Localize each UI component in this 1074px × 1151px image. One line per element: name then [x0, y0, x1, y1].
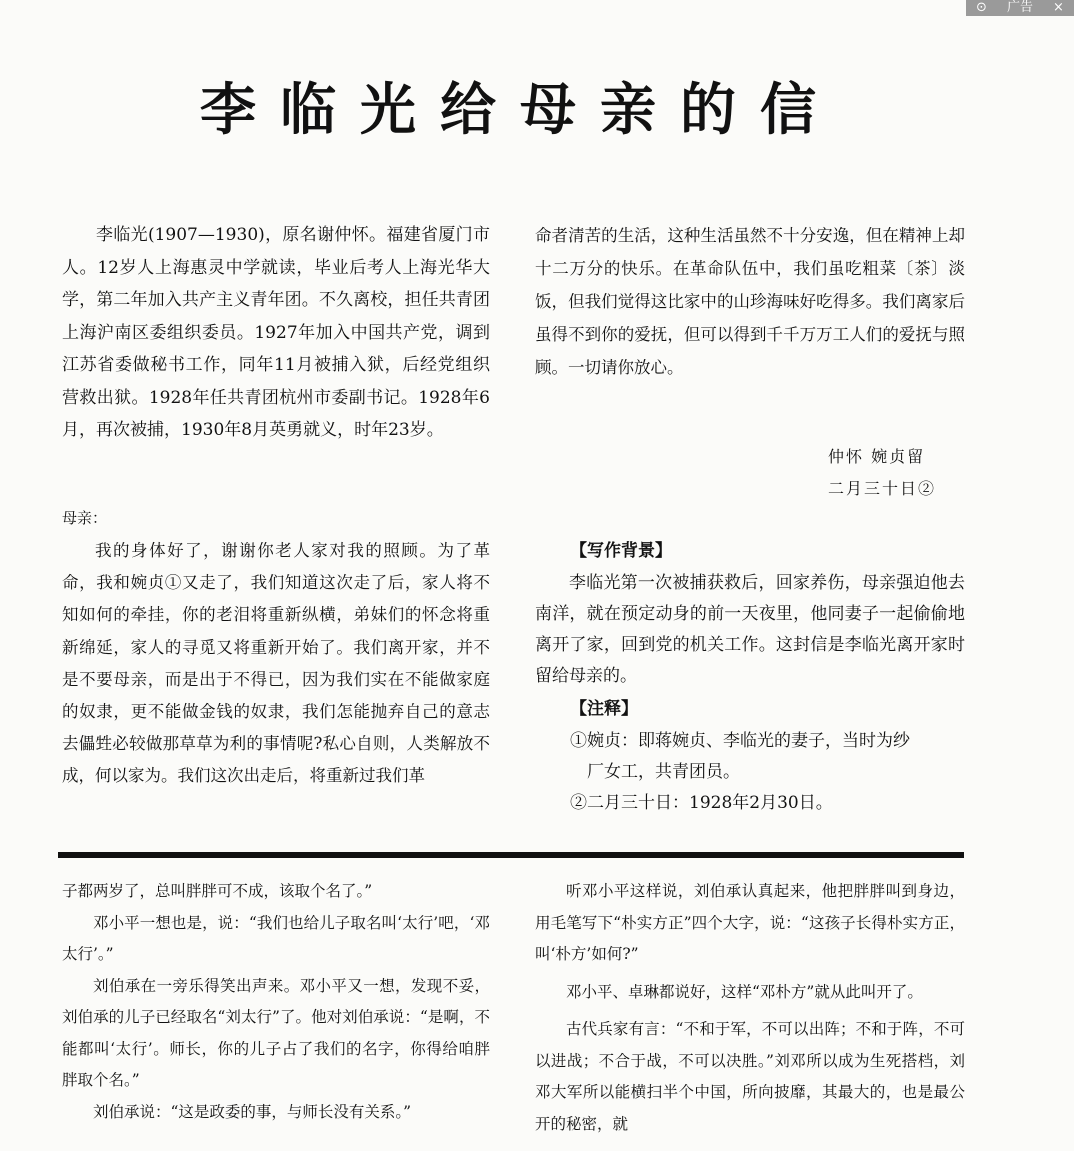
note-1-line-2: 厂女工，共青团员。: [587, 762, 740, 782]
note-1-line-1: ①婉贞：即蒋婉贞、李临光的妻子，当时为纱: [570, 731, 910, 751]
background-heading: 【写作背景】: [570, 541, 672, 561]
letter-greeting: 母亲：: [62, 509, 108, 527]
letter-body-left: 我的身体好了，谢谢你老人家对我的照顾。为了革命，我和婉贞①又走了，我们知道这次走了后，家人将不知如何的牵挂，你的老泪将重新纵横，弟妹们的怀念将重新绵延，家人的寻觅又将重新开始了。我们离开家，并不是不要母亲，而是出于不得已，因为我们实在不能做家庭的奴隶，更不能做金钱的奴隶，我们怎能抛弃自己的意志去儡甡必较做那草草为利的事情呢?私心自则，人类解放不成，何以家为。我们这次出走后，将重新过我们革: [62, 541, 490, 786]
lower-right-paragraph: 古代兵家有言：“不和于军，不可以出阵；不和于阵，不可以进战；不合于战，不可以决胜。”刘邓所以成为生死搭档，刘邓大军所以能横扫半个中国，所向披靡，其最大的，也是最公开的秘密，就: [535, 1020, 965, 1133]
background-text: 李临光第一次被捕获救后，回家养伤，母亲强迫他去南洋，就在预定动身的前一天夜里，他同妻子一起偷偷地离开了家，回到党的机关工作。这封信是李临光离开家时留给母亲的。: [535, 573, 965, 686]
letter-signature: 仲怀 婉贞留: [828, 447, 926, 466]
author-bio: 李临光(1907—1930)，原名谢仲怀。福建省厦门市人。12岁人上海惠灵中学就读，毕业后考人上海光华大学，第二年加入共产主义青年团。不久离校，担任共青团上海沪南区委组织委员。1927年加入中国共产党，调到江苏省委做秘书工作，同年11月被捕入狱，后经党组织营救出狱。1928年任共青团杭州市委副书记。1928年6月，再次被捕，1930年8月英勇就义，时年23岁。: [62, 225, 490, 440]
lower-left-paragraph: 子都两岁了，总叫胖胖可不成，该取个名了。”: [62, 882, 373, 900]
lower-left-paragraph: 邓小平一想也是，说：“我们也给儿子取名叫‘太行’吧，‘邓太行’。”: [62, 913, 490, 963]
letter-date: 二月三十日②: [828, 479, 937, 498]
note-2: ②二月三十日：1928年2月30日。: [570, 793, 833, 813]
ad-info-icon: ⊙: [976, 0, 987, 15]
ad-badge[interactable]: [966, 0, 1074, 16]
section-divider: [58, 852, 964, 858]
lower-left-paragraph: 刘伯承说：“这是政委的事，与师长没有关系。”: [93, 1102, 412, 1121]
lower-left-column: [62, 876, 490, 1128]
lower-right-paragraph: 邓小平、卓琳都说好，这样“邓朴方”就从此叫开了。: [566, 982, 923, 1001]
letter-body-right: 命者清苦的生活，这种生活虽然不十分安逸，但在精神上却十二万分的快乐。在革命队伍中，我们虽吃粗菜〔茶〕淡饭，但我们觉得这比家中的山珍海味好吃得多。我们离家后虽得不到你的爱抚，但可以得到千千万万工人们的爱抚与照顾。一切请你放心。: [535, 226, 965, 377]
page-title: 李临光给母亲的信: [200, 78, 840, 143]
lower-right-column: [535, 876, 965, 1140]
lower-right-paragraph: 听邓小平这样说，刘伯承认真起来，他把胖胖叫到身边，用毛笔写下“朴实方正”四个大字，说：“这孩子长得朴实方正，叫‘朴方’如何?”: [535, 882, 965, 963]
note-1: [570, 726, 966, 788]
close-icon[interactable]: ×: [1053, 0, 1064, 15]
notes-heading: 【注释】: [570, 699, 638, 719]
lower-left-paragraph: 刘伯承在一旁乐得笑出声来。邓小平又一想，发现不妥，刘伯承的儿子已经取名“刘太行”了。他对刘伯承说：“是啊，不能都叫‘太行’。师长，你的儿子占了我们的名字，你得给咱胖胖取个名。”: [62, 976, 490, 1089]
ad-label: 广告: [1006, 0, 1033, 15]
